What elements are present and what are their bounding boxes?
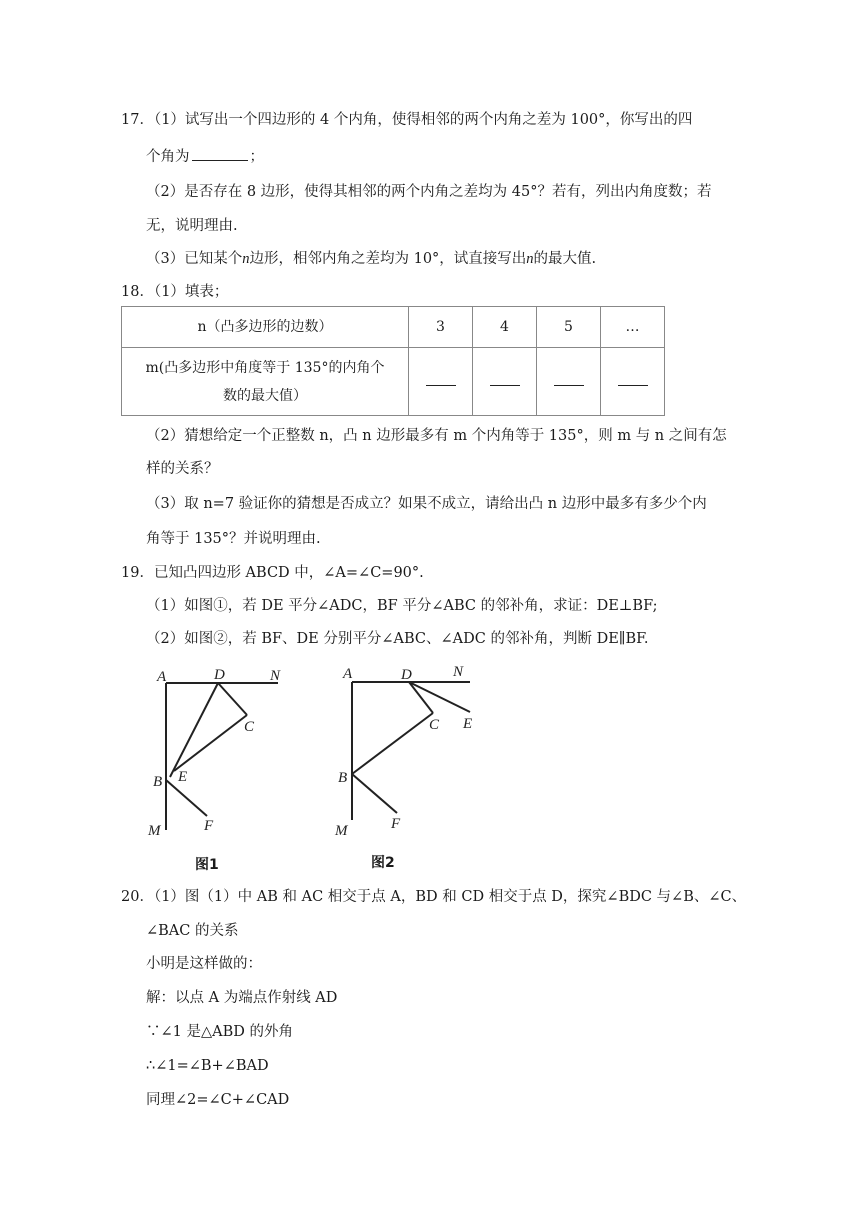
answer-blank[interactable] — [554, 371, 584, 386]
table-cell[interactable] — [473, 348, 537, 416]
label-C: C — [244, 719, 255, 735]
q17-l5-b: 边形，相邻内角之差均为 10°，试直接写出 — [249, 251, 527, 267]
q17-line-4: 无，说明理由. — [146, 218, 238, 234]
table-header-n: n（凸多边形的边数） — [122, 307, 409, 348]
q20-line-1: 20．（1）图（1）中 AB 和 AC 相交于点 A，BD 和 CD 相交于点 D，探究∠BDC 与∠B、∠C、 — [121, 889, 747, 905]
table-cell: … — [601, 307, 665, 348]
line-CB — [174, 715, 247, 771]
q19-line-3: （2）如图②，若 BF、DE 分别平分∠ABC、∠ADC 的邻补角，判断 DE∥BF. — [146, 631, 649, 647]
line-DC — [218, 683, 247, 715]
q17-l5-n2: n — [526, 251, 534, 267]
label-E: E — [178, 769, 188, 785]
answer-blank[interactable] — [192, 146, 248, 161]
label-A: A — [343, 666, 353, 682]
figure-2-caption: 图2 — [371, 855, 395, 871]
label-B: B — [338, 770, 348, 786]
q19-line-2: （1）如图①，若 DE 平分∠ADC，BF 平分∠ABC 的邻补角，求证：DE⊥BF; — [146, 598, 658, 614]
q18-line-4: （3）取 n=7 验证你的猜想是否成立？如果不成立，请给出凸 n 边形中最多有多少个内 — [146, 496, 707, 512]
figure-2-diagram — [325, 660, 495, 845]
q18-line-3: 样的关系？ — [146, 461, 219, 477]
label-M: M — [335, 823, 348, 839]
q18-line-2: （2）猜想给定一个正整数 n，凸 n 边形最多有 m 个内角等于 135°，则 m 与 n 之间有怎 — [146, 428, 727, 444]
label-B: B — [153, 774, 163, 790]
q17-line-2-text: 个角为 — [146, 149, 190, 165]
q17-l5-n: n — [242, 251, 250, 267]
answer-blank[interactable] — [618, 371, 648, 386]
q17-l5-a: （3）已知某个 — [146, 251, 243, 267]
table-row — [122, 348, 665, 416]
label-A: A — [157, 669, 167, 685]
figure-1-diagram — [140, 660, 310, 845]
table-header-m — [122, 348, 409, 416]
label-D: D — [214, 667, 225, 683]
figure-1-caption: 图1 — [195, 857, 219, 873]
label-N: N — [270, 668, 281, 684]
label-F: F — [204, 818, 214, 834]
table-cell[interactable] — [601, 348, 665, 416]
table-cell: 4 — [473, 307, 537, 348]
answer-blank[interactable] — [426, 371, 456, 386]
label-D: D — [401, 667, 412, 683]
q17-line-2 — [146, 146, 264, 167]
q20-line-4: 解：以点 A 为端点作射线 AD — [146, 990, 338, 1006]
line-BF — [352, 774, 397, 813]
label-F: F — [391, 816, 401, 832]
q20-line-7: 同理∠2=∠C+∠CAD — [146, 1092, 290, 1108]
q18-line-5: 角等于 135°？并说明理由. — [146, 531, 321, 547]
label-E: E — [463, 716, 473, 732]
q20-line-6: ∴∠1=∠B+∠BAD — [146, 1058, 269, 1074]
table-cell[interactable] — [409, 348, 473, 416]
label-C: C — [429, 717, 440, 733]
line-CB — [352, 713, 433, 774]
line-BF — [166, 780, 207, 816]
label-M: M — [148, 823, 161, 839]
table-cell[interactable] — [537, 348, 601, 416]
table-cell: 3 — [409, 307, 473, 348]
answer-blank[interactable] — [490, 371, 520, 386]
q17-line-2-end: ； — [249, 149, 264, 165]
q17-line-1: 17．（1）试写出一个四边形的 4 个内角，使得相邻的两个内角之差为 100°，你写出的四 — [121, 112, 693, 128]
table-header-m-line-2: 数的最大值） — [223, 387, 307, 404]
line-DE — [170, 683, 218, 777]
line-DE — [409, 682, 470, 712]
table-cell: 5 — [537, 307, 601, 348]
table-row — [122, 307, 665, 348]
q20-line-2: ∠BAC 的关系 — [146, 923, 239, 939]
q17-l5-c: 的最大值. — [533, 251, 597, 267]
q18-line-1: 18．（1）填表； — [121, 284, 229, 300]
label-N: N — [453, 664, 464, 680]
table-header-m-line-1: m(凸多边形中角度等于 135°的内角个 — [145, 359, 385, 376]
q17-line-3: （2）是否存在 8 边形，使得其相邻的两个内角之差均为 45°？若有，列出内角度数；若 — [146, 184, 712, 200]
line-DC — [409, 682, 433, 713]
q19-line-1: 19．已知凸四边形 ABCD 中，∠A=∠C=90°. — [121, 565, 424, 581]
q20-line-3: 小明是这样做的： — [146, 956, 262, 972]
q20-line-5: ∵∠1 是△ABD 的外角 — [146, 1024, 293, 1040]
q17-line-5 — [146, 249, 596, 269]
fill-table — [121, 306, 665, 416]
